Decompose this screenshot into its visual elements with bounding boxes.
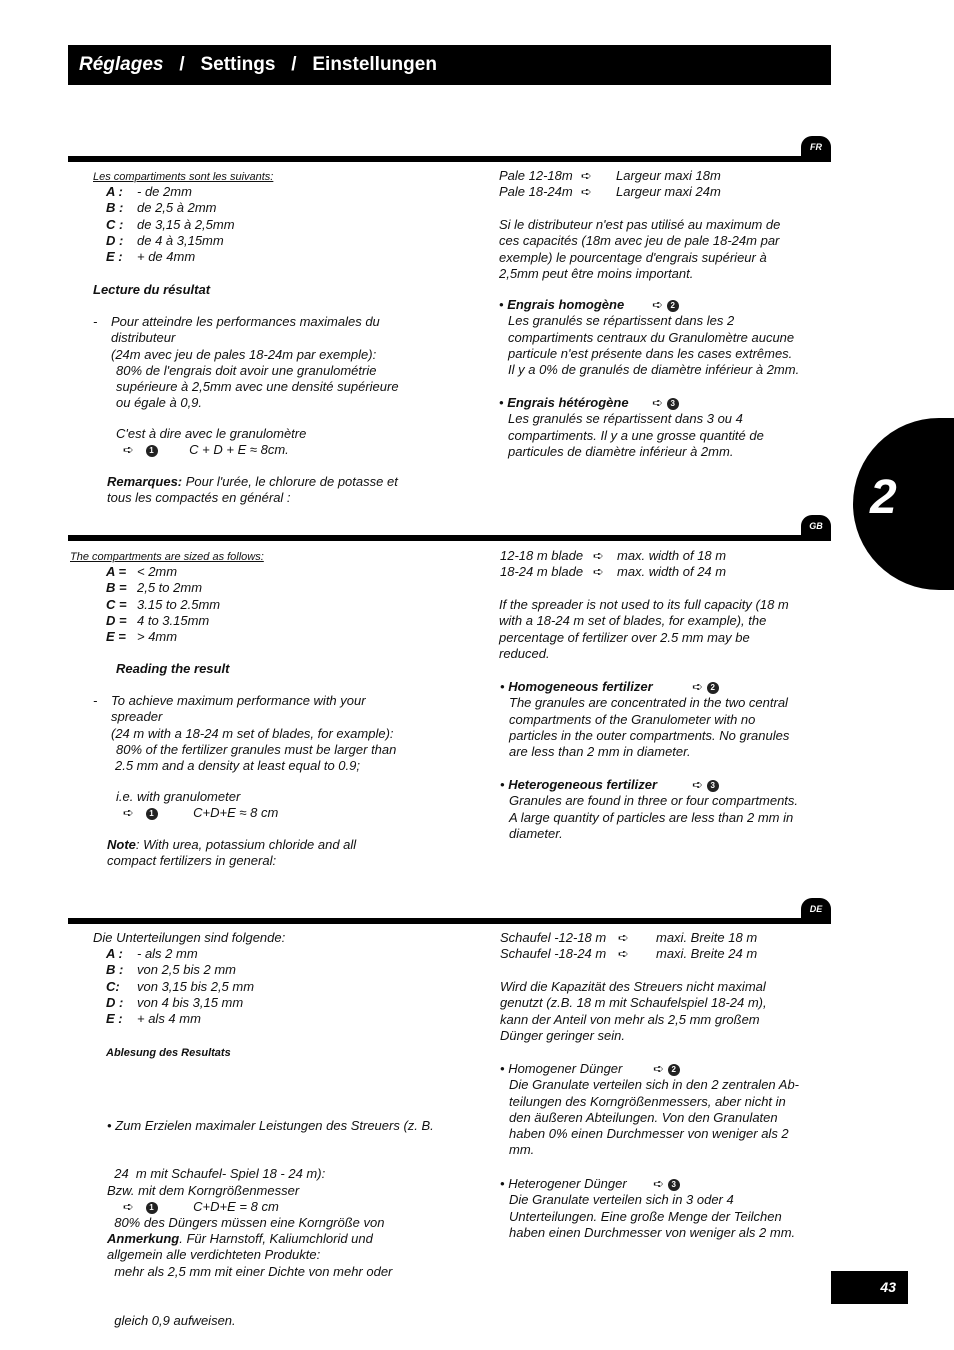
section-rule-de (68, 918, 831, 924)
fr-reading-title: Lecture du résultat (93, 282, 211, 297)
list-item: A = < 2mm (106, 564, 178, 579)
list-item: C : de 3,15 à 2,5mm (106, 216, 235, 232)
page-number: 43 (831, 1271, 908, 1304)
de-reading-title: Ablesung des Resultats (106, 1047, 231, 1059)
marker-1-icon: 1 (146, 808, 158, 820)
marker-2-icon: 2 (707, 682, 719, 694)
fr-remarks: Remarques: Pour l'urée, le chlorure de potasse et tous les compactés en général : (107, 474, 398, 506)
language-tab-gb: GB (801, 515, 831, 537)
gb-homogeneous: • Homogeneous fertilizer ➪ 2 The granules are concentrated in the two central compartments of the Granulometer with no particles in the outer compartments. No granules are less than 2 mm in diameter. (500, 679, 790, 760)
title-fr: Réglages (79, 54, 164, 75)
de-note: Anmerkung. Für Harnstoff, Kaliumchlorid und allgemein alle verdichteten Produkte: (107, 1231, 373, 1263)
gb-formula-line: ➪ 1 C+D+E ≈ 8 cm (123, 805, 279, 820)
arrow-icon: ➪ (653, 1176, 665, 1191)
fr-dash: - (93, 314, 98, 329)
marker-2-icon: 2 (667, 300, 679, 312)
gb-dash: - (93, 693, 98, 708)
marker-3-icon: 3 (668, 1179, 680, 1191)
title-de: Einstellungen (312, 54, 437, 75)
gb-reading-title: Reading the result (116, 661, 230, 676)
list-item: B : de 2,5 à 2mm (106, 200, 217, 216)
de-blades: Schaufel -12-18 m ➪ maxi. Breite 18 m Schaufel -18-24 m ➪ maxi. Breite 24 m (500, 930, 758, 962)
de-granulometer-line: Bzw. mit dem Korngrößenmesser (107, 1183, 300, 1198)
de-capacity-text: Wird die Kapazität des Streuers nicht maximal genutzt (z.B. 18 m mit Schaufelspiel 18-24 m), kann der Anteil von mehr als 2,5 mm großem Dünger geringer sein. (500, 979, 767, 1043)
separator: / (291, 54, 297, 75)
de-intro: Die Unterteilungen sind folgende: (93, 930, 286, 945)
arrow-icon: ➪ (653, 1061, 665, 1076)
gb-intro: The compartments are sized as follows: (70, 551, 264, 563)
marker-3-icon: 3 (667, 398, 679, 410)
arrow-icon: ➪ (652, 395, 664, 410)
arrow-icon: ➪ (593, 564, 604, 580)
gb-note: Note: With urea, potassium chloride and all compact fertilizers in general: (107, 837, 357, 869)
arrow-icon: ➪ (123, 1199, 134, 1214)
marker-1-icon: 1 (146, 1202, 158, 1214)
list-item: A : - de 2mm (106, 184, 192, 199)
list-item: B = 2,5 to 2mm (106, 580, 203, 596)
title-gb: Settings (200, 54, 276, 75)
arrow-icon: ➪ (618, 930, 629, 945)
chapter-tab (853, 418, 954, 590)
arrow-icon: ➪ (593, 548, 604, 563)
de-homogeneous: • Homogener Dünger ➪ 2 Die Granulate verteilen sich in den 2 zentralen Ab- teilungen des Korngrößenmessers, aber nicht in den äußeren Abteilungen. Von den Granulaten haben 0% einen Durchmesser von weniger als 2 mm. (500, 1061, 800, 1158)
fr-paragraph: Pour atteindre les performances maximales du distributeur (24m avec jeu de pales 18-24m par exemple): 80% de l'engrais doit avoir une granulométrie supérieure à 2,5mm avec une densité supérieure ou égale à 0,9. (111, 314, 399, 411)
de-heterogeneous: • Heterogener Dünger ➪ 3 Die Granulate verteilen sich in 3 oder 4 Unterteilungen. Eine große Menge der Teilchen haben einen Durchmesser von weniger als 2 mm. (500, 1176, 796, 1240)
fr-blades: Pale 12-18m ➪ Largeur maxi 18m Pale 18-24m ➪ Largeur maxi 24m (499, 168, 721, 200)
list-item: E : + de 4mm (106, 249, 196, 265)
gb-compartment-list (106, 564, 220, 645)
list-item: C: von 3,15 bis 2,5 mm (106, 978, 255, 994)
arrow-icon: ➪ (581, 184, 592, 200)
arrow-icon: ➪ (692, 777, 704, 792)
marker-2-icon: 2 (668, 1064, 680, 1076)
marker-1-icon: 1 (146, 445, 158, 457)
fr-homogeneous: • Engrais homogène ➪ 2 Les granulés se répartissent dans les 2 compartiments centraux du Granulomètre aucune particule n'est présente dans les cases extrêmes. Il y a 0% de granulés de diamètre inférieur à 2mm. (499, 297, 800, 378)
gb-capacity-text: If the spreader is not used to its full capacity (18 m with a 18-24 m set of blades, for example), the percentage of fertilizer over 2.5 mm may be reduced. (499, 597, 789, 661)
language-tab-fr: FR (801, 136, 831, 158)
fr-heterogeneous: • Engrais hétérogène ➪ 3 Les granulés se répartissent dans 3 ou 4 compartiments. Il y a une grosse quantité de particules de diamètre inférieur à 2mm. (499, 395, 764, 459)
arrow-icon: ➪ (692, 679, 704, 694)
section-rule-fr (68, 156, 831, 162)
gb-heterogeneous: • Heterogeneous fertilizer ➪ 3 Granules are found in three or four compartments. A large quantity of particles are less than 2 mm in diameter. (500, 777, 799, 841)
fr-formula-line: ➪ 1 C + D + E ≈ 8cm. (123, 442, 289, 457)
list-item: C = 3.15 to 2.5mm (106, 596, 221, 612)
arrow-icon: ➪ (581, 168, 592, 183)
list-item: E : + als 4 mm (106, 1011, 201, 1027)
de-paragraph: • Zum Erzielen maximaler Leistungen des Streuers (z. B. 24 m mit Schaufel- Spiel 18 - 24 m): 80% des Düngers müssen eine Korngröße von mehr als 2,5 mm mit einer Dichte von mehr oder gleich 0,9 aufweisen. (107, 1117, 434, 1329)
fr-compartment-list (106, 184, 235, 265)
arrow-icon: ➪ (123, 442, 134, 457)
gb-blades: 12-18 m blade ➪ max. width of 18 m 18-24 m blade ➪ max. width of 24 m (500, 548, 727, 580)
page-header (68, 45, 831, 85)
gb-paragraph: To achieve maximum performance with your spreader (24 m with a 18-24 m set of blades, for example): 80% of the fertilizer granules must be larger than 2.5 mm and a density at least equal to 0.9; (111, 693, 397, 774)
fr-intro: Les compartiments sont les suivants: (93, 171, 274, 183)
fr-granulometer-line: C'est à dire avec le granulomètre (116, 426, 307, 441)
section-rule-gb (68, 535, 831, 541)
arrow-icon: ➪ (652, 297, 664, 312)
fr-capacity-text: Si le distributeur n'est pas utilisé au maximum de ces capacités (18m avec jeu de pale 18-24m par exemple) le pourcentage d'engrais supérieur à 2,5mm peut être moins important. (499, 217, 781, 281)
list-item: B : von 2,5 bis 2 mm (106, 962, 236, 978)
chapter-number: 2 (870, 471, 897, 524)
arrow-icon: ➪ (618, 946, 629, 962)
separator: / (179, 54, 185, 75)
list-item: E = > 4mm (106, 629, 178, 645)
list-item: D = 4 to 3.15mm (106, 612, 210, 628)
list-item: D : de 4 à 3,15mm (106, 232, 224, 248)
language-tab-de: DE (801, 898, 831, 920)
gb-granulometer-line: i.e. with granulometer (116, 789, 241, 804)
de-compartment-list (106, 946, 254, 1027)
marker-3-icon: 3 (707, 780, 719, 792)
list-item: D : von 4 bis 3,15 mm (106, 994, 244, 1010)
arrow-icon: ➪ (123, 805, 134, 820)
de-formula-line: ➪ 1 C+D+E = 8 cm (123, 1199, 279, 1214)
list-item: A : - als 2 mm (106, 946, 198, 961)
